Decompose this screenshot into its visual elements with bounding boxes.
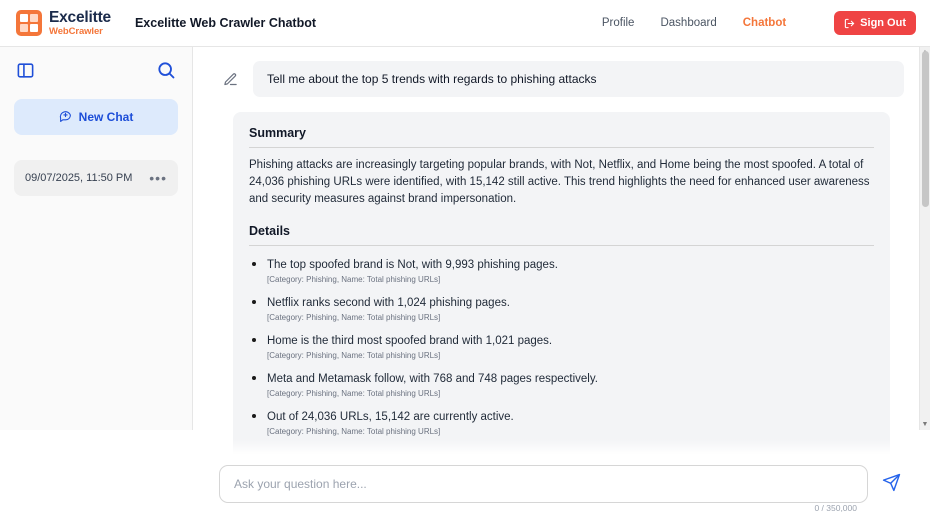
brand-text	[49, 10, 111, 37]
detail-meta: [Category: Phishing, Name: Total phishing URLs]	[267, 313, 441, 322]
sidebar-toolbar	[0, 47, 192, 93]
detail-meta: [Category: Phishing, Name: Total phishing URLs]	[267, 427, 441, 436]
chat-scroll-area[interactable]	[193, 47, 930, 461]
page-scrollbar[interactable]	[919, 47, 930, 430]
send-button[interactable]	[878, 471, 904, 497]
detail-meta: [Category: Phishing, Name: Total phishing URLs]	[267, 351, 441, 360]
summary-heading: Summary	[249, 126, 306, 140]
summary-divider	[249, 147, 874, 148]
sign-out-label: Sign Out	[860, 17, 906, 29]
brand-subname: WebCrawler	[49, 26, 103, 37]
assistant-answer-card	[233, 112, 890, 461]
scroll-down-arrow[interactable]: ▼	[921, 421, 929, 428]
list-item	[267, 293, 874, 324]
user-message-text: Tell me about the top 5 trends with regards to phishing attacks	[253, 61, 904, 97]
pencil-icon[interactable]	[219, 61, 241, 87]
detail-text: • Meta and Metamask follow, with 768 and 748 pages respectively.	[267, 373, 598, 385]
send-icon	[882, 473, 901, 495]
app-header	[0, 0, 930, 47]
list-item	[267, 331, 874, 362]
sign-out-icon	[844, 18, 855, 29]
detail-text: • The top spoofed brand is Not, with 9,993 phishing pages.	[267, 259, 558, 271]
detail-text: • Home is the third most spoofed brand with 1,021 pages.	[267, 335, 553, 347]
brand[interactable]	[16, 10, 111, 37]
new-chat-button[interactable]	[14, 99, 178, 135]
ellipsis-icon[interactable]: •••	[149, 170, 167, 186]
nav-item-chatbot[interactable]: Chatbot	[742, 17, 787, 29]
search-icon[interactable]	[156, 60, 176, 80]
character-counter: 0 / 350,000	[814, 503, 857, 513]
new-chat-icon	[59, 109, 72, 125]
list-item	[267, 255, 874, 286]
nav-item-dashboard[interactable]: Dashboard	[660, 17, 717, 29]
detail-meta: [Category: Phishing, Name: Total phishing URLs]	[267, 275, 441, 284]
excelitte-logo-icon	[16, 10, 42, 36]
brand-name: Excelitte	[49, 8, 111, 26]
composer-area	[193, 461, 930, 517]
chat-history-item[interactable]	[14, 160, 178, 196]
detail-text: • Netflix ranks second with 1,024 phishing pages.	[267, 297, 510, 309]
composer[interactable]	[219, 465, 868, 513]
chat-history-label: 09/07/2025, 11:50 PM	[25, 172, 133, 184]
sidebar-toggle-icon[interactable]	[16, 61, 35, 80]
details-divider	[249, 245, 874, 246]
nav-item-profile[interactable]: Profile	[601, 17, 635, 29]
detail-meta: [Category: Phishing, Name: Total phishing URLs]	[267, 389, 441, 398]
chat-main	[193, 47, 930, 513]
sign-out-button[interactable]	[834, 11, 916, 35]
detail-text: • Out of 24,036 URLs, 15,142 are currently active.	[267, 411, 514, 423]
question-input[interactable]	[232, 476, 855, 492]
details-list	[249, 255, 874, 438]
top-nav	[602, 11, 916, 35]
new-chat-label: New Chat	[78, 110, 134, 124]
details-heading: Details	[249, 224, 290, 238]
page-title: Excelitte Web Crawler Chatbot	[134, 16, 317, 30]
app-body	[0, 47, 930, 513]
summary-text: Phishing attacks are increasingly targeting popular brands, with Not, Netflix, and Home being the most spoofed. A total of 24,036 phishing URLs were identified, with 15,142 still active. This trend highlights the need for enhanced user awareness and security measures against brand impersonation.	[249, 159, 870, 205]
list-item	[267, 407, 874, 438]
sidebar	[0, 47, 193, 430]
user-message-row	[219, 61, 904, 97]
scrollbar-thumb[interactable]	[922, 51, 929, 207]
list-item	[267, 369, 874, 400]
